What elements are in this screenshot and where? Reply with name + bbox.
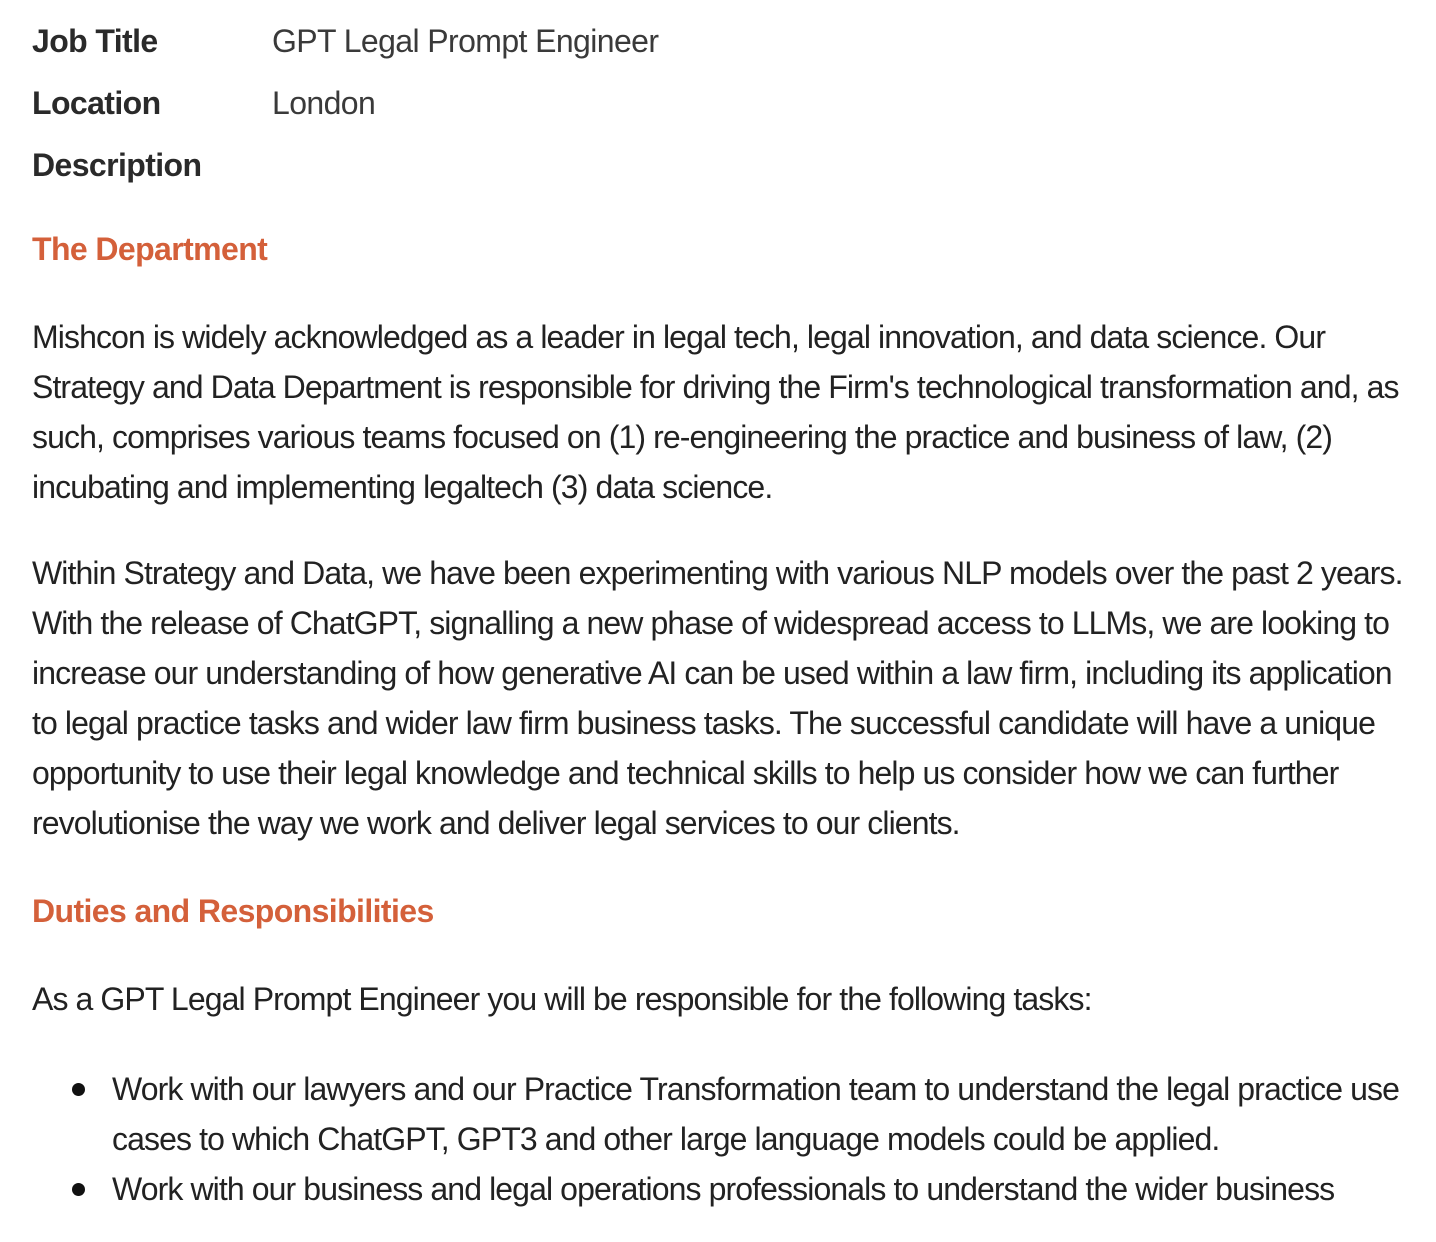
list-item xyxy=(32,1164,1422,1214)
job-listing xyxy=(32,18,1422,1214)
duties-intro: As a GPT Legal Prompt Engineer you will be responsible for the following tasks: xyxy=(32,981,1092,1017)
duty-text: Work with our lawyers and our Practice Transformation team to understand the legal practice use cases to which ChatGPT, GPT3 and other large language models could be applied. xyxy=(112,1071,1400,1157)
description-row xyxy=(32,142,1422,204)
list-item xyxy=(32,1064,1422,1164)
duties-heading: Duties and Responsibilities xyxy=(32,893,434,929)
department-heading: The Department xyxy=(32,231,268,267)
duties-list xyxy=(32,1064,1422,1214)
duty-text: Work with our business and legal operations professionals to understand the wider business xyxy=(112,1171,1335,1207)
department-paragraph: Mishcon is widely acknowledged as a leader in legal tech, legal innovation, and data science. Our Strategy and Data Department is responsible for driving the Firm's technological transformation and, as such, comprises various teams focused on (1) re-engineering the practice and business of law, (2) incubating and implementing legaltech (3) data science. xyxy=(32,319,1399,505)
bullet-icon xyxy=(72,1183,85,1196)
job-title-value: GPT Legal Prompt Engineer xyxy=(272,23,659,59)
location-row xyxy=(32,80,1422,142)
job-title-label: Job Title xyxy=(32,23,158,59)
description-label: Description xyxy=(32,147,202,183)
bullet-icon xyxy=(72,1083,85,1096)
location-value: London xyxy=(272,85,376,121)
strategy-data-paragraph: Within Strategy and Data, we have been experimenting with various NLP models over the past 2 years. With the release of ChatGPT, signalling a new phase of widespread access to LLMs, we are looking to increase our understanding of how generative AI can be used within a law firm, including its application to legal practice tasks and wider law firm business tasks. The successful candidate will have a unique opportunity to use their legal knowledge and technical skills to help us consider how we can further revolutionise the way we work and deliver legal services to our clients. xyxy=(32,555,1403,841)
location-label: Location xyxy=(32,85,161,121)
job-title-row xyxy=(32,18,1422,80)
